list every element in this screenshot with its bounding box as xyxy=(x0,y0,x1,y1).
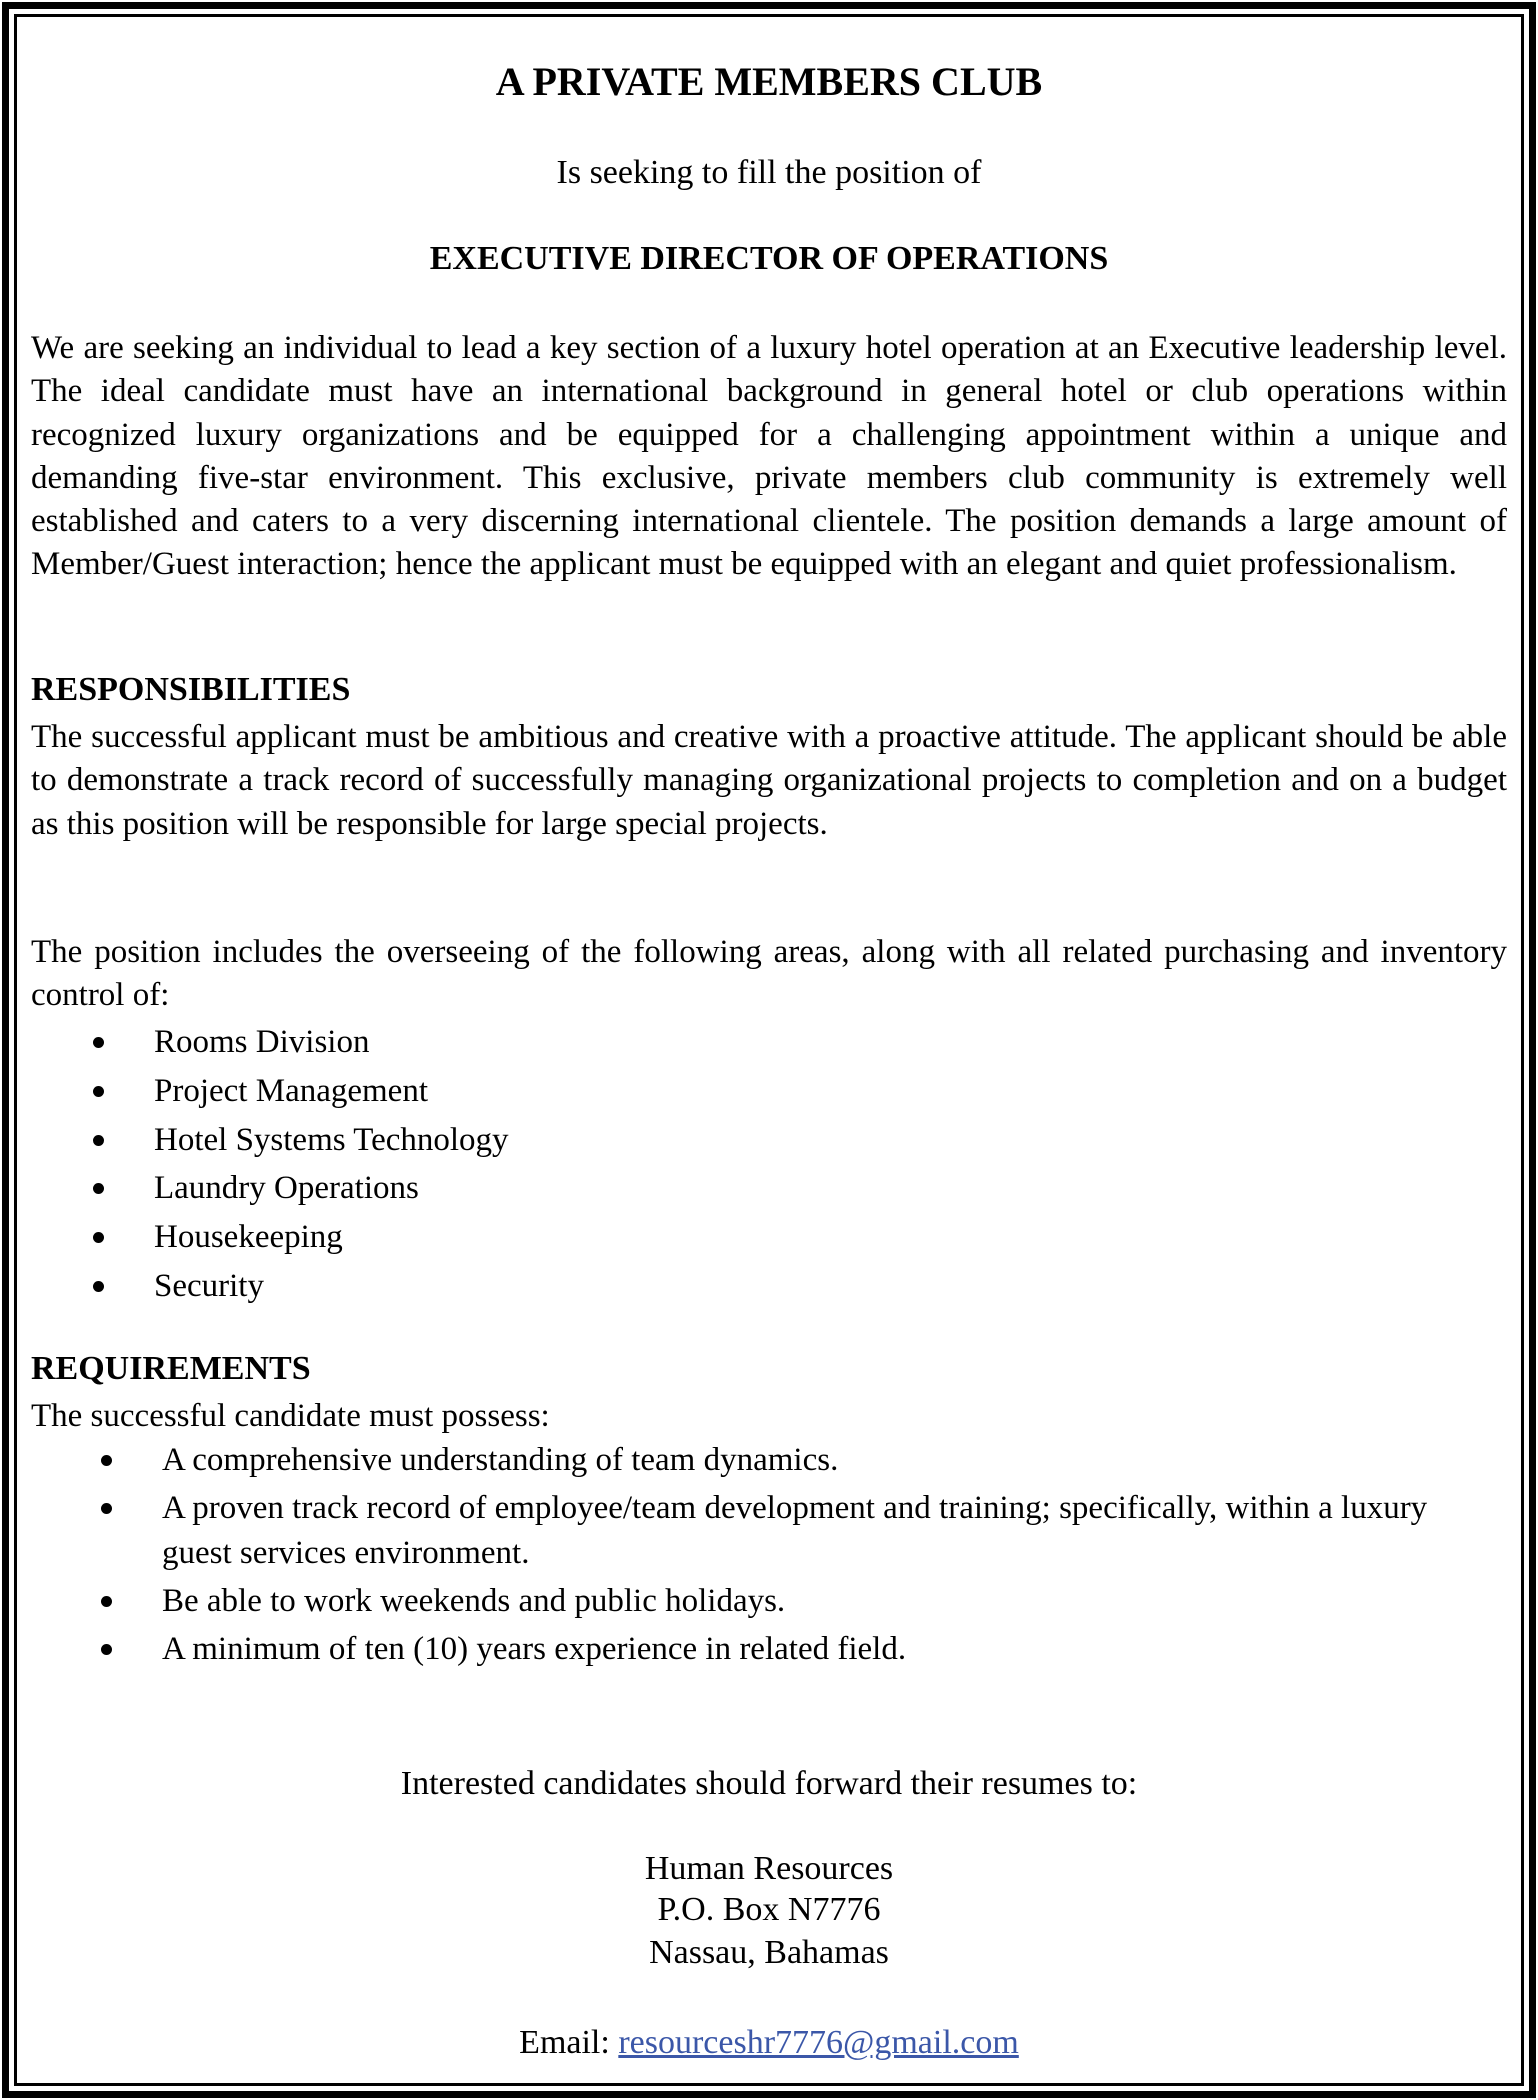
list-item xyxy=(31,1164,1507,1213)
bullet-icon xyxy=(93,1086,104,1097)
list-item xyxy=(31,1438,1462,1483)
position-title: EXECUTIVE DIRECTOR OF OPERATIONS xyxy=(429,240,1109,277)
email-label: Email: xyxy=(519,2024,610,2061)
list-item xyxy=(31,1116,1507,1165)
list-item xyxy=(31,1627,1462,1672)
list-item xyxy=(31,1486,1462,1576)
bullet-icon xyxy=(93,1232,104,1243)
list-item xyxy=(31,1018,1507,1067)
requirements-intro: The successful candidate must possess: xyxy=(31,1398,550,1434)
areas-intro-paragraph: The position includes the overseeing of the following areas, along with all related purchasing and inventory control of: xyxy=(31,934,1507,1014)
list-item-label: Project Management xyxy=(154,1072,428,1109)
list-item-label: Hotel Systems Technology xyxy=(154,1121,509,1158)
bullet-icon xyxy=(93,1281,104,1292)
document-title: A PRIVATE MEMBERS CLUB xyxy=(495,59,1043,104)
bullet-icon xyxy=(101,1596,112,1607)
requirements-list xyxy=(31,1438,1507,1675)
requirements-heading: REQUIREMENTS xyxy=(31,1350,311,1387)
list-item xyxy=(31,1213,1507,1262)
contact-po-box: P.O. Box N7776 xyxy=(657,1891,881,1928)
list-item xyxy=(31,1067,1507,1116)
bullet-icon xyxy=(101,1455,112,1466)
email-link[interactable]: resourceshr7776@gmail.com xyxy=(618,2024,1019,2061)
document-subtitle: Is seeking to fill the position of xyxy=(556,154,982,191)
bullet-icon xyxy=(101,1644,112,1655)
responsibilities-heading: RESPONSIBILITIES xyxy=(31,671,351,708)
contact-department: Human Resources xyxy=(644,1850,894,1887)
list-item-label: Security xyxy=(154,1267,264,1304)
list-item xyxy=(31,1262,1507,1311)
contact-city: Nassau, Bahamas xyxy=(649,1934,889,1971)
list-item-label: A proven track record of employee/team development and training; specifically, within a luxury guest services environment. xyxy=(162,1490,1428,1571)
bullet-icon xyxy=(93,1037,104,1048)
list-item-label: Rooms Division xyxy=(154,1024,370,1060)
bullet-icon xyxy=(101,1503,112,1514)
list-item-label: Be able to work weekends and public holidays. xyxy=(162,1583,786,1619)
contact-email-line xyxy=(31,2023,1507,2064)
list-item-label: Housekeeping xyxy=(154,1219,343,1256)
list-item-label: A comprehensive understanding of team dynamics. xyxy=(162,1442,839,1478)
list-item-label: A minimum of ten (10) years experience in related field. xyxy=(162,1631,907,1667)
intro-paragraph: We are seeking an individual to lead a key section of a luxury hotel operation at an Executive leadership level. The ideal candidate must have an international background in general hotel or club operations within recognized luxury organizations and be equipped for a challenging appointment within a unique and demanding five-star environment. This exclusive, private members club community is extremely well established and caters to a very discerning international clientele. The position demands a large amount of Member/Guest interaction; hence the applicant must be equipped with an elegant and quiet professionalism. xyxy=(31,330,1507,583)
forward-instructions: Interested candidates should forward their resumes to: xyxy=(400,1765,1138,1802)
responsibilities-paragraph: The successful applicant must be ambitious and creative with a proactive attitude. The applicant should be able to demonstrate a track record of successfully managing organizational projects to completion and on a budget as this position will be responsible for large special projects. xyxy=(31,719,1507,842)
list-item xyxy=(31,1579,1462,1624)
areas-list xyxy=(31,1018,1507,1311)
list-item-label: Laundry Operations xyxy=(154,1170,419,1207)
bullet-icon xyxy=(93,1135,104,1146)
bullet-icon xyxy=(93,1183,104,1194)
